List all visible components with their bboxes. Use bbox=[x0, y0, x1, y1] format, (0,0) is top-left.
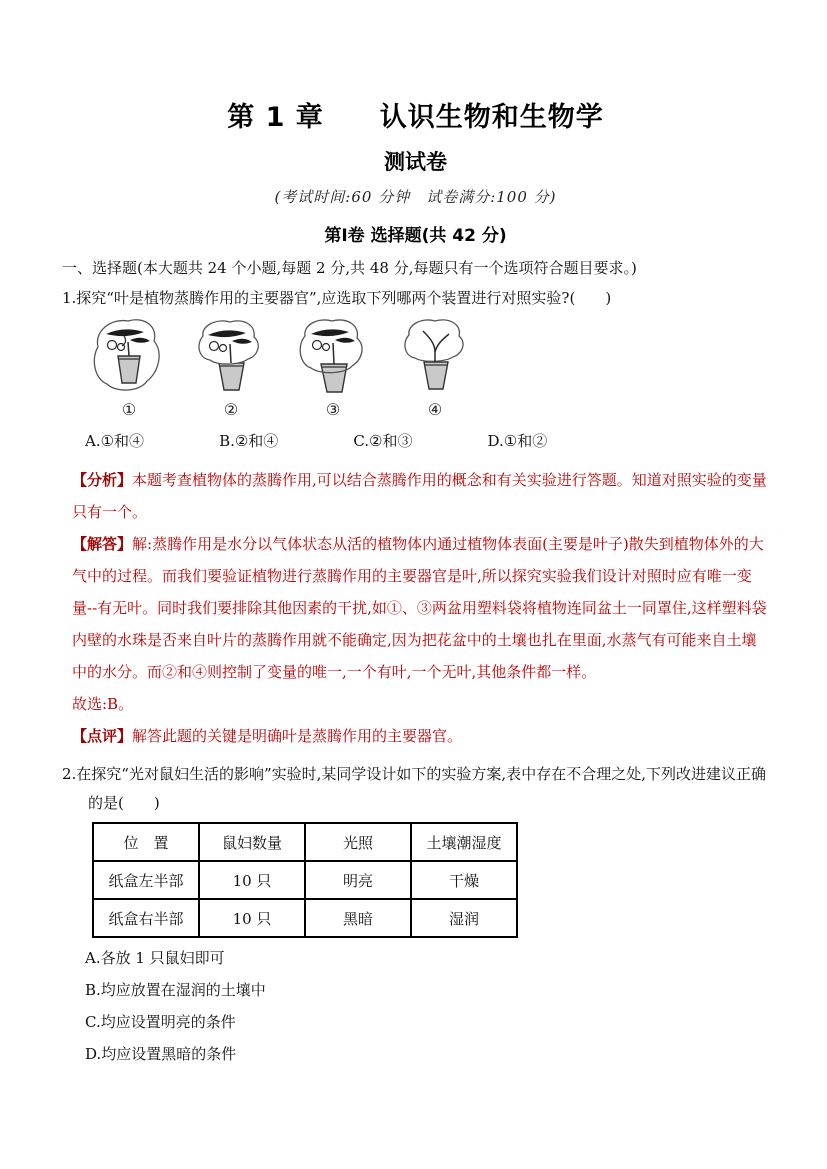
analysis-text: 本题考查植物体的蒸腾作用,可以结合蒸腾作用的概念和有关实验进行答题。知道对照实验的变量只有一个。 bbox=[72, 471, 767, 522]
answer-text: 解:蒸腾作用是水分以气体状态从活的植物体内通过植物体表面(主要是叶子)散失到植物体外的大气中的过程。而我们要验证植物进行蒸腾作用的主要器官是叶,所以探究实验我们设计对照时应有唯一变量--有无叶。同时我们要排除其他因素的干扰,如①、③两盆用塑料袋将植物连同盆土一同罩住,这样塑料袋内壁的水珠是否来自叶片的蒸腾作用就不能确定,因为把花盆中的土壤也扎在里面,水蒸气有可能来自土壤中的水分。而②和④则控制了变量的唯一,一个有叶,一个无叶,其他条件都一样。 bbox=[72, 535, 767, 682]
cell-left-count: 10 只 bbox=[199, 861, 305, 899]
header-pillbug-count: 鼠妇数量 bbox=[199, 823, 305, 861]
page-subtitle: 测试卷 bbox=[384, 150, 447, 175]
plant-in-bag-over-pot-icon bbox=[290, 318, 376, 398]
header-soil-moisture: 土壤潮湿度 bbox=[411, 823, 517, 861]
section-header: 第Ⅰ卷 选择题(共 42 分) bbox=[324, 226, 507, 247]
comment-paragraph bbox=[62, 720, 769, 752]
page-title: 第 1 章 认识生物和生物学 bbox=[227, 102, 604, 133]
analysis-paragraph bbox=[62, 464, 769, 528]
figure-device-4 bbox=[392, 318, 478, 420]
q2-option-d: D.均应设置黑暗的条件 bbox=[85, 1045, 237, 1064]
table-row bbox=[93, 861, 517, 899]
figure-device-3 bbox=[290, 318, 376, 420]
plant-in-bag-icon bbox=[188, 318, 274, 398]
comment-label: 【点评】 bbox=[72, 727, 133, 746]
answer-label: 【解答】 bbox=[72, 535, 133, 554]
bare-stem-in-bag-icon bbox=[392, 318, 478, 398]
header-position: 位 置 bbox=[93, 823, 199, 861]
cell-right-count: 10 只 bbox=[199, 899, 305, 937]
plant-in-bag-with-pot-icon bbox=[86, 318, 172, 398]
figure-device-2 bbox=[188, 318, 274, 420]
answer-paragraph bbox=[62, 528, 769, 688]
q1-option-c: C.②和③ bbox=[353, 432, 413, 451]
question1-stem: 1.探究“叶是植物蒸腾作用的主要器官”,应选取下列哪两个装置进行对照实验?( ) bbox=[62, 289, 612, 308]
figure-2-number: ② bbox=[223, 400, 239, 420]
header-light: 光照 bbox=[305, 823, 411, 861]
figure-1-number: ① bbox=[121, 400, 137, 420]
q1-option-b: B.②和④ bbox=[219, 432, 279, 451]
figure-device-1 bbox=[86, 318, 172, 420]
section-intro: 一、选择题(本大题共 24 个小题,每题 2 分,共 48 分,每题只有一个选项符合题目要求。) bbox=[62, 259, 637, 278]
cell-left-position: 纸盒左半部 bbox=[93, 861, 199, 899]
figure-3-number: ③ bbox=[325, 400, 341, 420]
q1-option-a: A.①和④ bbox=[85, 432, 145, 451]
table-header-row bbox=[93, 823, 517, 861]
comment-text: 解答此题的关键是明确叶是蒸腾作用的主要器官。 bbox=[132, 727, 463, 746]
table-row bbox=[93, 899, 517, 937]
cell-right-light: 黑暗 bbox=[305, 899, 411, 937]
q1-option-d: D.①和② bbox=[487, 432, 548, 451]
q2-option-c: C.均应设置明亮的条件 bbox=[85, 1013, 236, 1032]
cell-right-position: 纸盒右半部 bbox=[93, 899, 199, 937]
q2-option-a: A.各放 1 只鼠妇即可 bbox=[85, 949, 225, 968]
question2-options bbox=[62, 948, 769, 1065]
figure-4-number: ④ bbox=[427, 400, 443, 420]
conclusion-line: 故选:B。 bbox=[72, 695, 134, 714]
question1-options bbox=[62, 428, 769, 454]
q2-option-b: B.均应放置在湿润的土壤中 bbox=[85, 981, 266, 1000]
cell-left-moisture: 干燥 bbox=[411, 861, 517, 899]
question2-stem: 2.在探究“光对鼠妇生活的影响”实验时,某同学设计如下的实验方案,表中存在不合理之处,下列改进建议正确的是( ) bbox=[62, 765, 766, 813]
experiment-table bbox=[92, 822, 518, 938]
analysis-label: 【分析】 bbox=[72, 471, 133, 490]
cell-left-light: 明亮 bbox=[305, 861, 411, 899]
question1-figures bbox=[86, 318, 769, 420]
exam-info-line: (考试时间:60 分钟 试卷满分:100 分) bbox=[274, 188, 557, 207]
cell-right-moisture: 湿润 bbox=[411, 899, 517, 937]
